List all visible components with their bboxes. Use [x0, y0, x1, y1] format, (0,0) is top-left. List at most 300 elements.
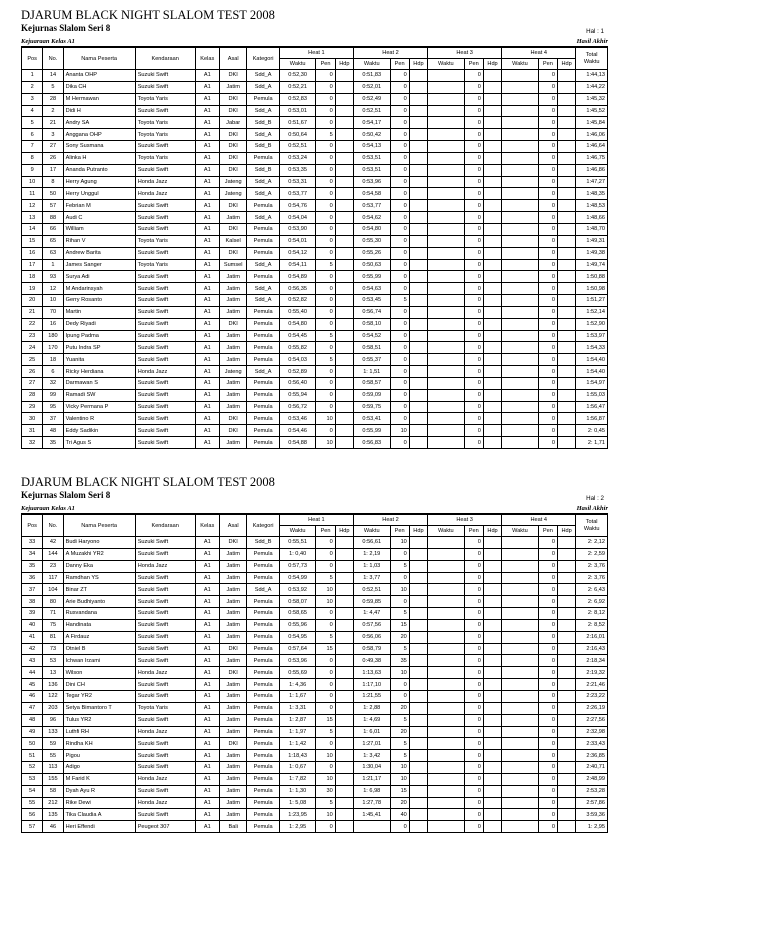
- cell-heat3-time: [428, 537, 465, 549]
- cell-category: Sdd_A: [247, 81, 279, 93]
- cell-vehicle: Suzuki Swift: [135, 223, 195, 235]
- cell-heat1-handicap: [335, 797, 353, 809]
- cell-heat1-time: 0:53,24: [279, 152, 316, 164]
- cell-heat1-handicap: [335, 247, 353, 259]
- cell-heat2-handicap: [409, 702, 427, 714]
- cell-class: A1: [195, 702, 219, 714]
- cell-heat3-penalty: 0: [464, 537, 483, 549]
- heat-header: Heat 2: [353, 515, 427, 526]
- cell-heat3-time: [428, 655, 465, 667]
- cell-heat4-handicap: [558, 330, 576, 342]
- cell-heat1-time: 1: 1,97: [279, 726, 316, 738]
- cell-heat2-penalty: 0: [390, 247, 409, 259]
- cell-origin: Jatim: [219, 377, 246, 389]
- cell-total-time: 1:44,13: [576, 70, 608, 82]
- cell-entry-number: 53: [43, 655, 63, 667]
- cell-heat1-penalty: 10: [316, 596, 335, 608]
- cell-heat2-handicap: [409, 223, 427, 235]
- cell-entry-number: 155: [43, 773, 63, 785]
- cell-heat2-handicap: [409, 176, 427, 188]
- cell-heat4-handicap: [558, 235, 576, 247]
- cell-heat3-handicap: [483, 809, 501, 821]
- table-row: [22, 164, 608, 176]
- cell-total-time: 2:26,19: [576, 702, 608, 714]
- table-row: [22, 702, 608, 714]
- table-header: [22, 48, 608, 70]
- cell-participant-name: Budi Haryono: [63, 537, 135, 549]
- cell-heat3-handicap: [483, 235, 501, 247]
- cell-vehicle: Suzuki Swift: [135, 762, 195, 774]
- cell-pos: 46: [22, 690, 43, 702]
- cell-total-time: 2:27,56: [576, 714, 608, 726]
- cell-category: Pemula: [247, 200, 279, 212]
- cell-heat3-handicap: [483, 223, 501, 235]
- cell-participant-name: Tri Agus S: [63, 437, 135, 449]
- cell-heat2-time: 0:50,42: [353, 129, 390, 141]
- cell-class: A1: [195, 200, 219, 212]
- heat-header: Heat 1: [279, 48, 353, 59]
- cell-category: Sdd_B: [247, 117, 279, 129]
- cell-heat1-time: 0:55,51: [279, 537, 316, 549]
- results-page-2: [21, 475, 608, 833]
- cell-heat4-time: [502, 619, 539, 631]
- table-row: [22, 785, 608, 797]
- cell-heat4-penalty: 0: [538, 714, 557, 726]
- cell-origin: DKI: [219, 643, 246, 655]
- cell-heat4-handicap: [558, 726, 576, 738]
- cell-vehicle: Toyota Yaris: [135, 702, 195, 714]
- cell-heat3-handicap: [483, 413, 501, 425]
- cell-total-time: 2:21,46: [576, 679, 608, 691]
- cell-heat4-penalty: 0: [538, 702, 557, 714]
- cell-heat2-time: 1:27,78: [353, 797, 390, 809]
- cell-entry-number: 203: [43, 702, 63, 714]
- cell-class: A1: [195, 619, 219, 631]
- cell-category: Pemula: [247, 330, 279, 342]
- cell-heat1-handicap: [335, 70, 353, 82]
- cell-heat3-time: [428, 141, 465, 153]
- cell-vehicle: Suzuki Swift: [135, 425, 195, 437]
- cell-heat3-handicap: [483, 726, 501, 738]
- cell-origin: Jateng: [219, 366, 246, 378]
- table-row: [22, 631, 608, 643]
- cell-heat2-time: 1:21,17: [353, 773, 390, 785]
- cell-heat1-time: 0:55,40: [279, 306, 316, 318]
- cell-heat4-time: [502, 572, 539, 584]
- cell-pos: 9: [22, 164, 43, 176]
- cell-heat4-time: [502, 176, 539, 188]
- cell-heat3-handicap: [483, 690, 501, 702]
- cell-pos: 37: [22, 584, 43, 596]
- cell-entry-number: 170: [43, 342, 63, 354]
- cell-heat3-time: [428, 342, 465, 354]
- cell-participant-name: Handinata: [63, 619, 135, 631]
- cell-heat2-penalty: 15: [390, 619, 409, 631]
- cell-heat1-penalty: 0: [316, 342, 335, 354]
- cell-heat2-penalty: 0: [390, 401, 409, 413]
- cell-participant-name: Rike Dewi: [63, 797, 135, 809]
- cell-origin: Kalsel: [219, 235, 246, 247]
- cell-heat3-time: [428, 389, 465, 401]
- cell-heat3-handicap: [483, 70, 501, 82]
- cell-heat3-handicap: [483, 176, 501, 188]
- cell-heat4-handicap: [558, 70, 576, 82]
- cell-heat3-penalty: 0: [464, 821, 483, 833]
- cell-pos: 29: [22, 401, 43, 413]
- cell-pos: 35: [22, 560, 43, 572]
- cell-heat1-handicap: [335, 212, 353, 224]
- cell-category: Sdd_A: [247, 366, 279, 378]
- cell-heat4-handicap: [558, 318, 576, 330]
- cell-heat4-handicap: [558, 164, 576, 176]
- page-title: DJARUM BLACK NIGHT SLALOM TEST 2008: [21, 475, 275, 489]
- cell-class: A1: [195, 750, 219, 762]
- table-row: [22, 762, 608, 774]
- cell-heat1-penalty: 0: [316, 212, 335, 224]
- cell-heat1-penalty: 0: [316, 81, 335, 93]
- cell-heat2-penalty: 0: [390, 572, 409, 584]
- cell-participant-name: Tika Claudia A: [63, 809, 135, 821]
- cell-heat4-time: [502, 809, 539, 821]
- cell-heat1-time: 1: 1,42: [279, 738, 316, 750]
- cell-vehicle: Suzuki Swift: [135, 306, 195, 318]
- cell-heat1-time: 0:52,89: [279, 366, 316, 378]
- col-header-handicap: Hdp: [335, 59, 353, 70]
- cell-vehicle: Honda Jazz: [135, 188, 195, 200]
- cell-heat1-handicap: [335, 354, 353, 366]
- cell-heat4-handicap: [558, 821, 576, 833]
- cell-origin: DKI: [219, 93, 246, 105]
- cell-heat4-time: [502, 596, 539, 608]
- cell-entry-number: 136: [43, 679, 63, 691]
- cell-heat2-penalty: 0: [390, 413, 409, 425]
- cell-heat2-time: 0:55,99: [353, 271, 390, 283]
- cell-participant-name: A Firdauz: [63, 631, 135, 643]
- cell-class: A1: [195, 738, 219, 750]
- cell-heat2-time: [353, 821, 390, 833]
- cell-heat2-handicap: [409, 330, 427, 342]
- cell-heat1-time: 0:53,77: [279, 188, 316, 200]
- cell-category: Pemula: [247, 773, 279, 785]
- cell-class: A1: [195, 366, 219, 378]
- cell-vehicle: Toyota Yaris: [135, 152, 195, 164]
- cell-participant-name: Andry SA: [63, 117, 135, 129]
- cell-heat4-handicap: [558, 259, 576, 271]
- cell-heat4-time: [502, 366, 539, 378]
- cell-class: A1: [195, 714, 219, 726]
- cell-participant-name: Ramdhan YS: [63, 572, 135, 584]
- cell-heat4-time: [502, 164, 539, 176]
- cell-heat2-time: 0:58,10: [353, 318, 390, 330]
- cell-vehicle: Suzuki Swift: [135, 679, 195, 691]
- cell-pos: 33: [22, 537, 43, 549]
- cell-category: Sdd_B: [247, 141, 279, 153]
- table-row: [22, 726, 608, 738]
- cell-vehicle: Suzuki Swift: [135, 608, 195, 620]
- cell-category: Pemula: [247, 785, 279, 797]
- cell-origin: Jatim: [219, 354, 246, 366]
- cell-heat2-handicap: [409, 401, 427, 413]
- cell-heat1-handicap: [335, 164, 353, 176]
- cell-heat2-handicap: [409, 247, 427, 259]
- cell-class: A1: [195, 129, 219, 141]
- cell-heat4-penalty: 0: [538, 738, 557, 750]
- cell-heat1-time: 1: 0,40: [279, 548, 316, 560]
- table-row: [22, 318, 608, 330]
- table-row: [22, 401, 608, 413]
- cell-class: A1: [195, 188, 219, 200]
- cell-heat3-handicap: [483, 631, 501, 643]
- page-number: Hal : 2: [586, 495, 604, 502]
- cell-heat3-time: [428, 247, 465, 259]
- cell-heat4-handicap: [558, 425, 576, 437]
- cell-heat2-penalty: 0: [390, 354, 409, 366]
- table-row: [22, 283, 608, 295]
- cell-heat3-time: [428, 809, 465, 821]
- cell-heat3-time: [428, 750, 465, 762]
- table-row: [22, 152, 608, 164]
- cell-origin: Jatim: [219, 809, 246, 821]
- cell-origin: Jateng: [219, 176, 246, 188]
- cell-heat3-time: [428, 643, 465, 655]
- cell-total-time: 2:19,32: [576, 667, 608, 679]
- cell-heat3-time: [428, 714, 465, 726]
- cell-heat2-penalty: 10: [390, 667, 409, 679]
- cell-participant-name: Luthfi RH: [63, 726, 135, 738]
- cell-entry-number: 12: [43, 283, 63, 295]
- cell-heat2-time: 0:52,51: [353, 584, 390, 596]
- cell-vehicle: Suzuki Swift: [135, 643, 195, 655]
- cell-heat4-penalty: 0: [538, 537, 557, 549]
- cell-heat4-time: [502, 702, 539, 714]
- cell-heat2-handicap: [409, 762, 427, 774]
- cell-heat3-penalty: 0: [464, 366, 483, 378]
- cell-total-time: 1:46,64: [576, 141, 608, 153]
- cell-heat4-penalty: 0: [538, 81, 557, 93]
- cell-heat1-time: 0:51,67: [279, 117, 316, 129]
- cell-origin: Jatim: [219, 785, 246, 797]
- cell-total-time: 1:55,03: [576, 389, 608, 401]
- cell-origin: Jatim: [219, 271, 246, 283]
- col-header-nama: Nama Peserta: [63, 515, 135, 537]
- cell-participant-name: Herry Unggul: [63, 188, 135, 200]
- cell-heat4-time: [502, 212, 539, 224]
- cell-heat1-handicap: [335, 667, 353, 679]
- cell-total-time: 1:48,66: [576, 212, 608, 224]
- cell-category: Pemula: [247, 809, 279, 821]
- cell-heat4-penalty: 0: [538, 306, 557, 318]
- cell-vehicle: Suzuki Swift: [135, 212, 195, 224]
- cell-origin: Jatim: [219, 655, 246, 667]
- cell-heat3-time: [428, 354, 465, 366]
- cell-heat1-time: 0:55,96: [279, 619, 316, 631]
- table-row: [22, 643, 608, 655]
- cell-heat2-handicap: [409, 259, 427, 271]
- cell-heat1-penalty: 0: [316, 141, 335, 153]
- cell-heat3-handicap: [483, 389, 501, 401]
- cell-entry-number: 95: [43, 401, 63, 413]
- cell-heat1-handicap: [335, 117, 353, 129]
- cell-total-time: 1:48,35: [576, 188, 608, 200]
- cell-heat3-time: [428, 413, 465, 425]
- cell-heat2-penalty: 5: [390, 643, 409, 655]
- class-label: Kejuaraan Kelas A1: [21, 38, 75, 45]
- cell-class: A1: [195, 785, 219, 797]
- cell-heat3-penalty: 0: [464, 176, 483, 188]
- cell-heat4-penalty: 0: [538, 425, 557, 437]
- col-header-kelas: Kelas: [195, 48, 219, 70]
- cell-heat1-penalty: 0: [316, 283, 335, 295]
- cell-heat3-penalty: 0: [464, 342, 483, 354]
- cell-heat4-penalty: 0: [538, 773, 557, 785]
- cell-heat4-penalty: 0: [538, 188, 557, 200]
- cell-vehicle: Honda Jazz: [135, 726, 195, 738]
- cell-heat3-penalty: 0: [464, 318, 483, 330]
- table-row: [22, 295, 608, 307]
- cell-heat2-penalty: 0: [390, 259, 409, 271]
- cell-total-time: 2: 6,92: [576, 596, 608, 608]
- cell-heat3-penalty: 0: [464, 330, 483, 342]
- cell-heat4-time: [502, 235, 539, 247]
- cell-heat2-handicap: [409, 667, 427, 679]
- cell-heat1-time: 1: 4,36: [279, 679, 316, 691]
- cell-vehicle: Suzuki Swift: [135, 295, 195, 307]
- cell-entry-number: 10: [43, 295, 63, 307]
- cell-heat1-time: 0:50,64: [279, 129, 316, 141]
- cell-heat1-handicap: [335, 738, 353, 750]
- table-header: [22, 515, 608, 537]
- cell-heat4-time: [502, 679, 539, 691]
- cell-vehicle: Toyota Yaris: [135, 129, 195, 141]
- cell-heat2-penalty: 20: [390, 797, 409, 809]
- cell-category: Sdd_A: [247, 283, 279, 295]
- cell-category: Pemula: [247, 596, 279, 608]
- table-row: [22, 596, 608, 608]
- cell-heat3-penalty: 0: [464, 188, 483, 200]
- cell-heat1-handicap: [335, 271, 353, 283]
- cell-heat1-handicap: [335, 188, 353, 200]
- cell-heat1-time: 1: 0,67: [279, 762, 316, 774]
- cell-category: Pemula: [247, 354, 279, 366]
- cell-vehicle: Suzuki Swift: [135, 809, 195, 821]
- cell-heat1-handicap: [335, 152, 353, 164]
- cell-heat4-time: [502, 643, 539, 655]
- cell-heat1-penalty: 0: [316, 176, 335, 188]
- cell-heat1-handicap: [335, 572, 353, 584]
- cell-heat1-handicap: [335, 631, 353, 643]
- cell-heat1-handicap: [335, 330, 353, 342]
- col-header-penalty: Pen: [316, 526, 335, 537]
- cell-heat4-penalty: 0: [538, 283, 557, 295]
- cell-heat4-time: [502, 188, 539, 200]
- cell-origin: DKI: [219, 141, 246, 153]
- cell-total-time: 1: 2,95: [576, 821, 608, 833]
- cell-heat4-time: [502, 152, 539, 164]
- cell-heat3-time: [428, 702, 465, 714]
- table-body: [22, 537, 608, 833]
- cell-heat4-time: [502, 306, 539, 318]
- table-row: [22, 413, 608, 425]
- cell-participant-name: Didi H: [63, 105, 135, 117]
- cell-class: A1: [195, 295, 219, 307]
- cell-origin: Sumsel: [219, 259, 246, 271]
- cell-category: Sdd_A: [247, 212, 279, 224]
- cell-participant-name: Anggana OHP: [63, 129, 135, 141]
- cell-entry-number: 57: [43, 200, 63, 212]
- cell-class: A1: [195, 797, 219, 809]
- cell-heat3-time: [428, 572, 465, 584]
- cell-category: Pemula: [247, 425, 279, 437]
- cell-heat1-penalty: 10: [316, 584, 335, 596]
- cell-heat1-handicap: [335, 537, 353, 549]
- cell-participant-name: M Hermawan: [63, 93, 135, 105]
- cell-heat1-handicap: [335, 584, 353, 596]
- cell-heat1-penalty: 5: [316, 797, 335, 809]
- cell-participant-name: Ananda Putranto: [63, 164, 135, 176]
- cell-heat1-time: 0:53,01: [279, 105, 316, 117]
- cell-heat1-time: 0:55,69: [279, 667, 316, 679]
- cell-heat3-penalty: 0: [464, 283, 483, 295]
- cell-category: Sdd_A: [247, 176, 279, 188]
- cell-total-time: 1:50,98: [576, 283, 608, 295]
- cell-heat4-penalty: 0: [538, 295, 557, 307]
- cell-category: Pemula: [247, 667, 279, 679]
- cell-class: A1: [195, 643, 219, 655]
- table-row: [22, 330, 608, 342]
- cell-heat2-penalty: 0: [390, 548, 409, 560]
- cell-heat4-time: [502, 93, 539, 105]
- table-row: [22, 690, 608, 702]
- cell-pos: 19: [22, 283, 43, 295]
- cell-heat3-penalty: 0: [464, 560, 483, 572]
- cell-heat2-handicap: [409, 560, 427, 572]
- cell-pos: 45: [22, 679, 43, 691]
- cell-entry-number: 13: [43, 667, 63, 679]
- cell-heat4-penalty: 0: [538, 318, 557, 330]
- cell-heat2-penalty: 0: [390, 105, 409, 117]
- cell-heat2-time: 0:52,51: [353, 105, 390, 117]
- cell-total-time: 1:45,84: [576, 117, 608, 129]
- cell-heat4-time: [502, 584, 539, 596]
- cell-heat4-handicap: [558, 176, 576, 188]
- cell-total-time: 1:54,40: [576, 354, 608, 366]
- cell-heat2-penalty: 5: [390, 560, 409, 572]
- cell-heat3-handicap: [483, 366, 501, 378]
- cell-vehicle: Honda Jazz: [135, 773, 195, 785]
- cell-heat1-handicap: [335, 223, 353, 235]
- cell-participant-name: Gerry Rosanto: [63, 295, 135, 307]
- cell-category: Pemula: [247, 437, 279, 449]
- cell-heat4-penalty: 0: [538, 608, 557, 620]
- cell-heat1-handicap: [335, 619, 353, 631]
- cell-pos: 28: [22, 389, 43, 401]
- cell-heat1-penalty: 0: [316, 105, 335, 117]
- cell-vehicle: Suzuki Swift: [135, 548, 195, 560]
- cell-heat2-time: 0:53,77: [353, 200, 390, 212]
- cell-total-time: 2:32,98: [576, 726, 608, 738]
- cell-heat4-time: [502, 223, 539, 235]
- cell-heat4-time: [502, 608, 539, 620]
- cell-total-time: 2: 3,76: [576, 572, 608, 584]
- cell-origin: Jatim: [219, 797, 246, 809]
- cell-heat4-time: [502, 560, 539, 572]
- cell-entry-number: 18: [43, 354, 63, 366]
- cell-category: Pemula: [247, 271, 279, 283]
- cell-heat4-time: [502, 200, 539, 212]
- cell-heat4-penalty: 0: [538, 726, 557, 738]
- cell-heat3-penalty: 0: [464, 619, 483, 631]
- cell-heat1-handicap: [335, 821, 353, 833]
